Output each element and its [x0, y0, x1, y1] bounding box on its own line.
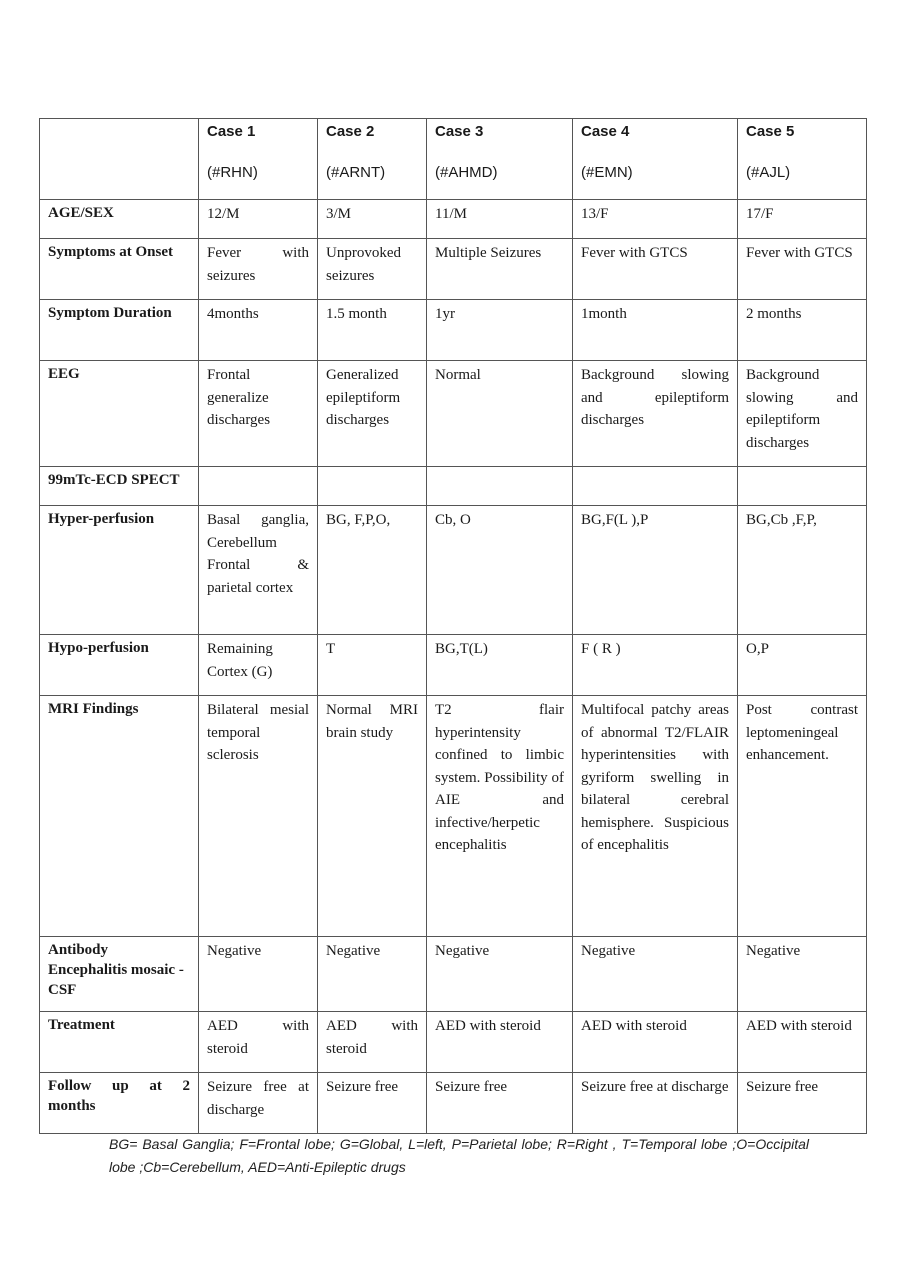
table-row-treatment: [40, 1012, 867, 1073]
table-cell: [573, 467, 738, 506]
table-cell: Generalized epileptiform discharges: [318, 361, 427, 467]
table-cell: BG,Cb ,F,P,: [738, 506, 867, 635]
table-cell: 3/M: [318, 200, 427, 239]
table-cell: Frontal generalize discharges: [199, 361, 318, 467]
table-row-eeg: [40, 361, 867, 467]
case-header-cell: [738, 119, 867, 200]
table-row-follow-up: [40, 1073, 867, 1134]
table-cell: Background slowing and epileptiform discharges: [573, 361, 738, 467]
table-cell: Seizure free: [427, 1073, 573, 1134]
table-cell: Seizure free at discharge: [199, 1073, 318, 1134]
case-code: (#EMN): [581, 164, 633, 181]
table-row-spect: [40, 467, 867, 506]
table-cell: Post contrast leptomeningeal enhancement.: [738, 696, 867, 937]
case-code: (#AJL): [746, 164, 791, 181]
case-title: Case 4: [581, 123, 630, 140]
table-header-row: [40, 119, 867, 200]
table-cell: 12/M: [199, 200, 318, 239]
abbreviation-footnote: BG= Basal Ganglia; F=Frontal lobe; G=Global, L=left, P=Parietal lobe; R=Right , T=Temporal lobe ;O=Occipital lobe ;Cb=Cerebellum, AED=Anti-Epileptic drugs: [109, 1136, 809, 1175]
table-row-hypo-perfusion: [40, 635, 867, 696]
table-cell: Unprovoked seizures: [318, 239, 427, 300]
row-label: Hyper-perfusion: [40, 506, 199, 635]
table-cell: 13/F: [573, 200, 738, 239]
case-header-cell: [573, 119, 738, 200]
row-label: Symptom Duration: [40, 300, 199, 361]
header-corner-cell: [40, 119, 199, 200]
row-label: Follow up at 2 months: [40, 1073, 199, 1134]
table-cell: Multiple Seizures: [427, 239, 573, 300]
table-cell: [427, 467, 573, 506]
table-cell: Negative: [199, 937, 318, 1012]
table-cell: Seizure free: [738, 1073, 867, 1134]
table-cell: AED with steroid: [573, 1012, 738, 1073]
table-row-antibody: [40, 937, 867, 1012]
table-cell: AED with steroid: [199, 1012, 318, 1073]
case-header-cell: [199, 119, 318, 200]
table-cell: 1.5 month: [318, 300, 427, 361]
row-label: Hypo-perfusion: [40, 635, 199, 696]
table-cell: 17/F: [738, 200, 867, 239]
table-row-mri-findings: [40, 696, 867, 937]
table-cell: 2 months: [738, 300, 867, 361]
case-header-cell: [427, 119, 573, 200]
case-comparison-table: [39, 118, 867, 1134]
table-row-age-sex: [40, 200, 867, 239]
table-cell: Normal: [427, 361, 573, 467]
table-cell: Normal MRI brain study: [318, 696, 427, 937]
table-cell: 11/M: [427, 200, 573, 239]
table-cell: Remaining Cortex (G): [199, 635, 318, 696]
table-cell: Bilateral mesial temporal sclerosis: [199, 696, 318, 937]
table-cell: BG,F(L ),P: [573, 506, 738, 635]
table-cell: O,P: [738, 635, 867, 696]
row-label: Treatment: [40, 1012, 199, 1073]
case-title: Case 3: [435, 123, 484, 140]
table-cell: Seizure free: [318, 1073, 427, 1134]
table-cell: T: [318, 635, 427, 696]
table-cell: [318, 467, 427, 506]
case-code: (#RHN): [207, 164, 258, 181]
table-cell: [738, 467, 867, 506]
table-cell: 1month: [573, 300, 738, 361]
table-cell: AED with steroid: [738, 1012, 867, 1073]
table-cell: 1yr: [427, 300, 573, 361]
table-cell: Negative: [573, 937, 738, 1012]
table-cell: Background slowing and epileptiform discharges: [738, 361, 867, 467]
table-cell: BG,T(L): [427, 635, 573, 696]
table-row-symptoms-onset: [40, 239, 867, 300]
table-cell: Negative: [427, 937, 573, 1012]
table-cell: Fever with GTCS: [573, 239, 738, 300]
case-code: (#ARNT): [326, 164, 386, 181]
row-label: 99mTc-ECD SPECT: [40, 467, 199, 506]
table-cell: Negative: [318, 937, 427, 1012]
table-row-symptom-duration: [40, 300, 867, 361]
case-code: (#AHMD): [435, 164, 498, 181]
table-cell: AED with steroid: [318, 1012, 427, 1073]
row-label: Symptoms at Onset: [40, 239, 199, 300]
table-cell: [199, 467, 318, 506]
case-header-cell: [318, 119, 427, 200]
table-cell: Fever with GTCS: [738, 239, 867, 300]
table-cell: Negative: [738, 937, 867, 1012]
row-label: Antibody Encephalitis mosaic -CSF: [40, 937, 199, 1012]
table-cell: Fever with seizures: [199, 239, 318, 300]
row-label: AGE/SEX: [40, 200, 199, 239]
table-cell: T2 flair hyperintensity confined to limbic system. Possibility of AIE and infective/herpetic encephalitis: [427, 696, 573, 937]
case-title: Case 5: [746, 123, 795, 140]
table-cell: AED with steroid: [427, 1012, 573, 1073]
case-title: Case 1: [207, 123, 256, 140]
table-row-hyper-perfusion: [40, 506, 867, 635]
case-title: Case 2: [326, 123, 375, 140]
row-label: EEG: [40, 361, 199, 467]
table-cell: Cb, O: [427, 506, 573, 635]
table-cell: Basal ganglia, Cerebellum Frontal & parietal cortex: [199, 506, 318, 635]
table-cell: F ( R ): [573, 635, 738, 696]
row-label: MRI Findings: [40, 696, 199, 937]
table-cell: BG, F,P,O,: [318, 506, 427, 635]
table-cell: 4months: [199, 300, 318, 361]
table-cell: Seizure free at discharge: [573, 1073, 738, 1134]
table-cell: Multifocal patchy areas of abnormal T2/FLAIR hyperintensities with gyriform swelling in bilateral cerebral hemisphere. Suspicious of encephalitis: [573, 696, 738, 937]
